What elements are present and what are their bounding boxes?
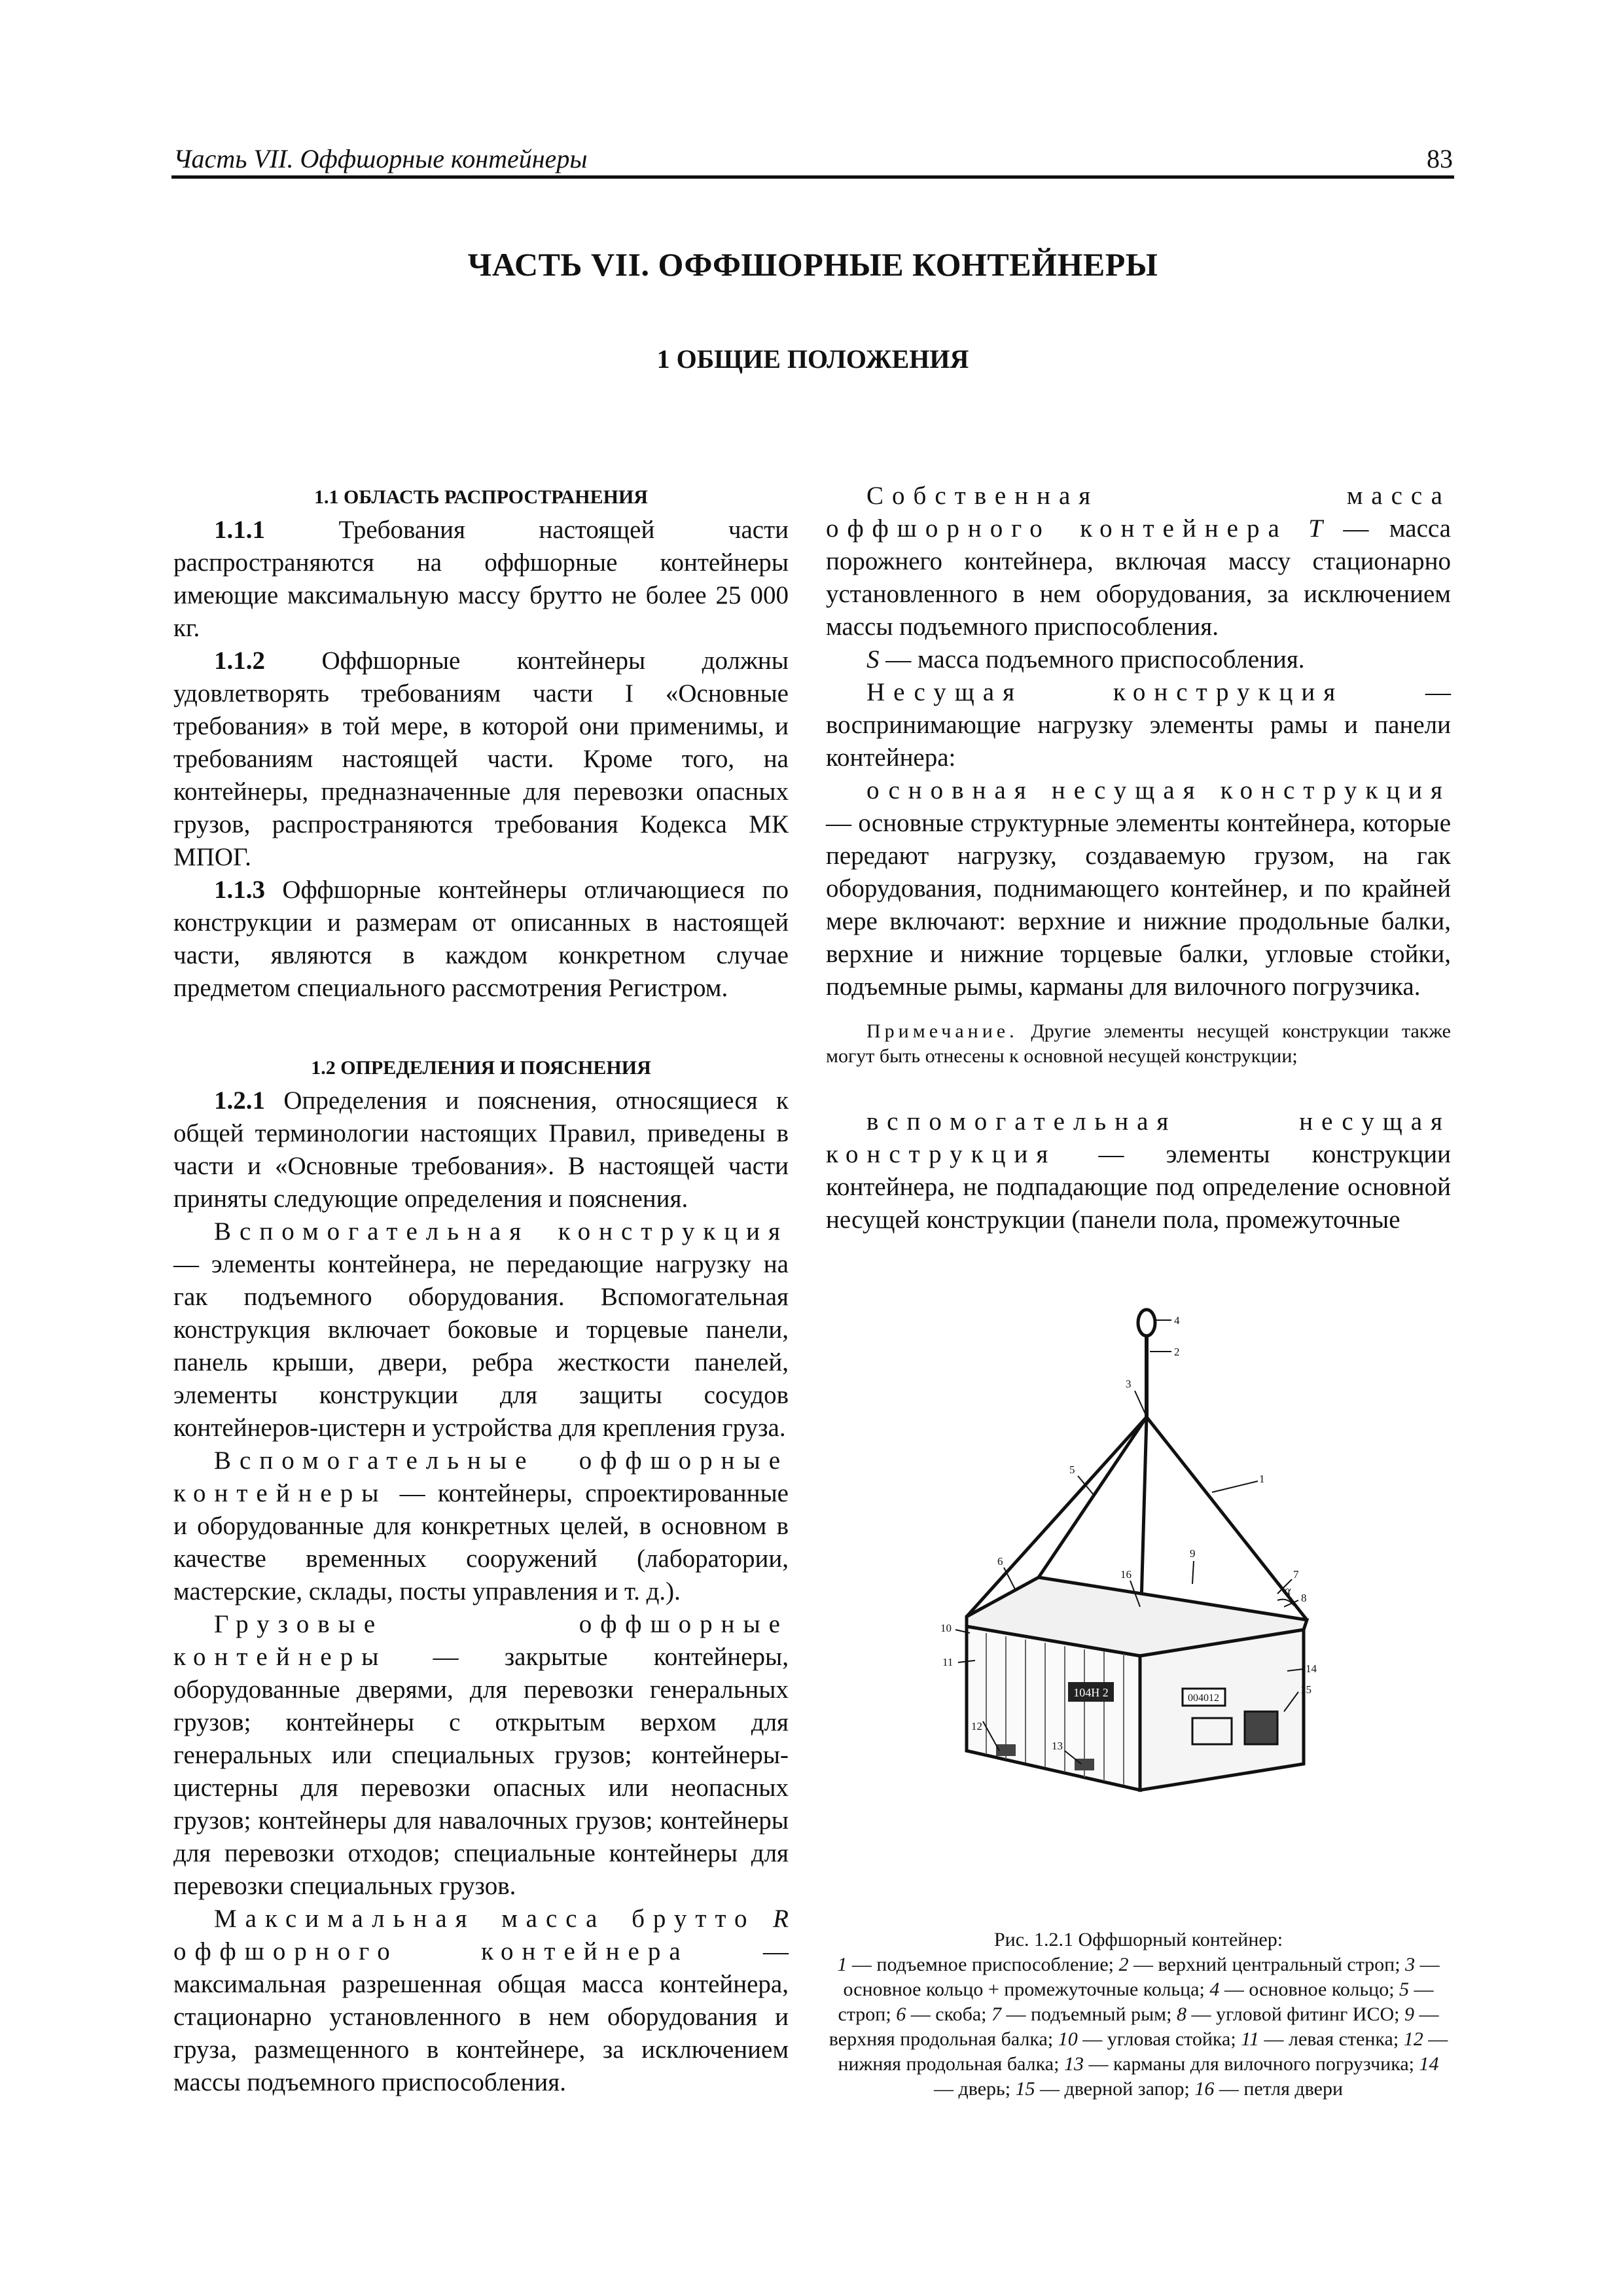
container-left-wall: [967, 1626, 1140, 1790]
definition-term: вспомогательная несущая конструкция: [826, 1107, 1451, 1168]
part-title: ЧАСТЬ VII. ОФФШОРНЫЕ КОНТЕЙНЕРЫ: [467, 246, 1158, 283]
legend-number: 5: [1399, 1979, 1410, 2000]
legend-text: — дверь;: [933, 2078, 1016, 2100]
page-number: 83: [1427, 144, 1453, 173]
fig-label-9: 9: [1190, 1547, 1196, 1560]
fig-label-13: 13: [1052, 1740, 1063, 1752]
legend-item: [896, 2003, 991, 2025]
leader-line-3: [1135, 1391, 1145, 1414]
paragraph-number: 1.2.1: [214, 1086, 265, 1115]
definition-text: — контейнеры, спроектированные и оборудованные для конкретных целей, в основном в качестве временных сооружений (лаборатории, мастерские, склады, посты управления и т. д.).: [173, 1479, 789, 1605]
definition-term: Вспомогательная конструкция: [214, 1217, 789, 1246]
fig-label-4: 4: [1174, 1314, 1180, 1327]
paragraph-1-1-3: [173, 874, 789, 1005]
paragraph-text: Оффшорные контейнеры отличающиеся по конструкции и размерам от описанных в настоящей части, являются в каждом конкретном случае предметом специального рассмотрения Регистром.: [173, 876, 789, 1002]
header-rule: [171, 175, 1454, 179]
figure-offshore-container: [826, 1293, 1451, 1905]
legend-number: 15: [1015, 2078, 1035, 2100]
legend-item: [1177, 2003, 1404, 2025]
legend-number: 3: [1405, 1954, 1416, 1975]
legend-item: [1058, 2028, 1241, 2050]
legend-text: — нижняя продольная балка;: [838, 2028, 1448, 2075]
legend-number: 6: [896, 2003, 906, 2025]
legend-text: — угловой фитинг ИСО;: [1186, 2003, 1404, 2025]
master-link-shape: [1138, 1310, 1155, 1336]
fig-label-5: 5: [1069, 1463, 1075, 1476]
symbol-r: R: [773, 1905, 789, 1933]
definition-text: — основные структурные элементы контейнера, которые передают нагрузку, создаваемую грузом, на гак оборудования, поднимающего контейнер, и по крайней мере включают: верхние и нижние продольные балки, верхние и нижние торцевые балки, угловые стойки, подъемные рымы, карманы для вилочного погрузчика.: [826, 809, 1451, 1001]
legend-item: [1064, 2053, 1419, 2075]
container-door-wall: [1140, 1630, 1304, 1790]
legend-text: — петля двери: [1214, 2078, 1344, 2100]
sling-leg-right-back: [1147, 1417, 1307, 1620]
legend-text: — скоба;: [906, 2003, 991, 2025]
legend-number: 4: [1209, 1979, 1220, 2000]
fig-label-10: 10: [940, 1622, 952, 1634]
legend-number: 9: [1404, 2003, 1414, 2025]
legend-item: [1119, 1954, 1406, 1975]
definition-secondary-structure: [826, 1105, 1451, 1236]
caption-title: Рис. 1.2.1 Оффшорный контейнер:: [993, 1929, 1283, 1950]
legend-number: 8: [1177, 2003, 1186, 2025]
leader-line-9: [1192, 1561, 1194, 1584]
legend-text: — карманы для вилочного погрузчика;: [1083, 2053, 1419, 2075]
paragraph-number: 1.1.1: [214, 516, 265, 544]
definition-text: — масса порожнего контейнера, включая массу стационарно установленного в нем оборудования, за исключением массы подъемного приспособления.: [826, 514, 1451, 641]
fig-label-11: 11: [942, 1656, 954, 1668]
running-header: [173, 143, 1453, 175]
definition-tare-mass: [826, 480, 1451, 643]
fig-label-14: 14: [1306, 1662, 1317, 1675]
legend-text: — верхний центральный строп;: [1128, 1954, 1406, 1975]
definition-term: основная несущая конструкция: [866, 776, 1451, 804]
legend-text: — основное кольцо + промежуточные кольца;: [843, 1954, 1440, 2000]
legend-item: [991, 2003, 1177, 2025]
legend-item: [1016, 2078, 1195, 2100]
definition-auxiliary-containers: [173, 1444, 789, 1608]
definition-text: — воспринимающие нагрузку элементы рамы и панели контейнера:: [826, 678, 1451, 772]
definition-term: Собственная масса оффшорного контейнера: [826, 482, 1451, 543]
legend-number: 10: [1058, 2028, 1078, 2050]
legend-number: 7: [991, 2003, 1001, 2025]
subsection-title-1-2: 1.2 ОПРЕДЕЛЕНИЯ И ПОЯСНЕНИЯ: [311, 1057, 651, 1079]
fig-label-3: 3: [1126, 1378, 1132, 1390]
note: [826, 1019, 1451, 1069]
definition-term: Вспомогательные оффшорные контейнеры: [173, 1446, 789, 1507]
definition-text: — закрытые контейнеры, оборудованные дверями, для перевозки генеральных грузов; контейнеры с открытым верхом для генеральных или специальных грузов; контейнеры-цистерны для перевозки опасных или неопасных грузов; контейнеры для навалочных грузов; контейнеры для перевозки отходов; специальные контейнеры для перевозки специальных грузов.: [173, 1643, 789, 1900]
definition-term: Грузовые оффшорные контейнеры: [173, 1610, 789, 1671]
left-column: [173, 481, 789, 2099]
legend-text: — подъемный рым;: [1001, 2003, 1177, 2025]
sling-leg-left-back: [1039, 1417, 1147, 1577]
paragraph-1-2-1: [173, 1085, 789, 1215]
definition-text: — максимальная разрешенная общая масса контейнера, стационарно установленного в нем оборудования и груза, размещенного в контейнере, за исключением массы подъемного приспособления.: [173, 1937, 789, 2096]
fig-label-1: 1: [1259, 1473, 1265, 1485]
alpha-label: α: [1284, 1584, 1291, 1598]
fig-label-7: 7: [1293, 1568, 1299, 1581]
definition-term: Несущая конструкция: [866, 678, 1344, 706]
definition-term: Максимальная масса брутто: [214, 1905, 756, 1933]
paragraph-text: Определения и пояснения, относящиеся к общей терминологии настоящих Правил, приведены в части и «Основные требования». В настоящей части приняты следующие определения и пояснения.: [173, 1086, 789, 1213]
symbol-s: S: [866, 645, 880, 673]
fig-label-15: 15: [1300, 1683, 1311, 1696]
legend-item: [1241, 2028, 1404, 2050]
legend-item: [1209, 1979, 1399, 2000]
marking-text-1: 104Н 2: [1073, 1686, 1109, 1699]
definition-text: — масса подъемного приспособления.: [879, 645, 1305, 673]
legend-text: — угловая стойка;: [1077, 2028, 1241, 2050]
fig-label-2: 2: [1174, 1346, 1180, 1358]
definition-max-gross-mass: [173, 1903, 789, 2099]
paragraph-number: 1.1.3: [214, 876, 265, 904]
definition-lifting-set-mass: [826, 643, 1451, 676]
legend-item: [837, 1954, 1118, 1975]
right-column: [826, 481, 1451, 1236]
legend-text: — основное кольцо;: [1219, 1979, 1400, 2000]
caption-legend: [829, 1954, 1448, 2100]
definition-text: — элементы контейнера, не передающие нагрузку на гак подъемного оборудования. Вспомогательная конструкция включает боковые и торцевые панели, панель крыши, двери, ребра жесткости панелей, элементы конструкции для защиты сосудов контейнеров-цистерн и устройства для крепления груза.: [173, 1250, 789, 1442]
fig-label-16: 16: [1120, 1568, 1132, 1581]
definition-term-2: оффшорного контейнера: [173, 1937, 689, 1965]
definition-cargo-containers: [173, 1608, 789, 1903]
door-lock: [1245, 1712, 1277, 1744]
paragraph-number: 1.1.2: [214, 647, 265, 675]
paragraph-1-1-1: [173, 514, 789, 645]
legend-number: 12: [1403, 2028, 1423, 2050]
section-title: 1 ОБЩИЕ ПОЛОЖЕНИЯ: [656, 344, 969, 374]
leader-line-1: [1212, 1481, 1258, 1492]
legend-number: 13: [1063, 2053, 1084, 2075]
definition-primary-structure: [826, 774, 1451, 1003]
fig-label-6: 6: [997, 1555, 1003, 1568]
figure-caption: [826, 1928, 1451, 2102]
fig-label-12: 12: [971, 1720, 982, 1732]
legend-number: 14: [1419, 2053, 1439, 2075]
fig-label-8: 8: [1301, 1592, 1307, 1604]
legend-number: 1: [837, 1954, 847, 1975]
paragraph-text: Оффшорные контейнеры должны удовлетворять требованиям части I «Основные требования» в той мере, в которой они применимы, и требованиям настоящей части. Кроме того, на контейнеры, предназначенные для перевозки опасных грузов, распространяются требования Кодекса МК МПОГ.: [173, 647, 789, 871]
subsection-title-1-1: 1.1 ОБЛАСТЬ РАСПРОСТРАНЕНИЯ: [314, 486, 648, 508]
paragraph-text: Требования настоящей части распространяются на оффшорные контейнеры имеющие максимальную массу брутто не более 25 000 кг.: [173, 516, 789, 642]
paragraph-1-1-2: [173, 645, 789, 874]
legend-number: 11: [1241, 2028, 1259, 2050]
legend-text: — дверной запор;: [1035, 2078, 1195, 2100]
running-title: Часть VII. Оффшорные контейнеры: [173, 144, 588, 173]
legend-number: 2: [1118, 1954, 1129, 1975]
symbol-t: T: [1308, 514, 1323, 543]
definition-auxiliary-structure: [173, 1215, 789, 1444]
legend-item: [1194, 2078, 1343, 2100]
legend-text: — левая стенка;: [1258, 2028, 1404, 2050]
note-label: Примечание.: [866, 1020, 1018, 1042]
marking-text-2: 004012: [1188, 1693, 1219, 1704]
definition-load-bearing: [826, 676, 1451, 774]
container-illustration: [826, 1293, 1451, 1905]
legend-text: — верхняя продольная балка;: [829, 2003, 1439, 2050]
definition-text: — элементы конструкции контейнера, не подпадающие под определение основной несущей конструкции (панели пола, промежуточные: [826, 1140, 1451, 1234]
legend-text: — строп;: [838, 1979, 1434, 2025]
legend-text: — подъемное приспособление;: [847, 1954, 1119, 1975]
legend-number: 16: [1194, 2078, 1215, 2100]
note-text: Другие элементы несущей конструкции также могут быть отнесены к основной несущей конструкции;: [826, 1020, 1451, 1067]
